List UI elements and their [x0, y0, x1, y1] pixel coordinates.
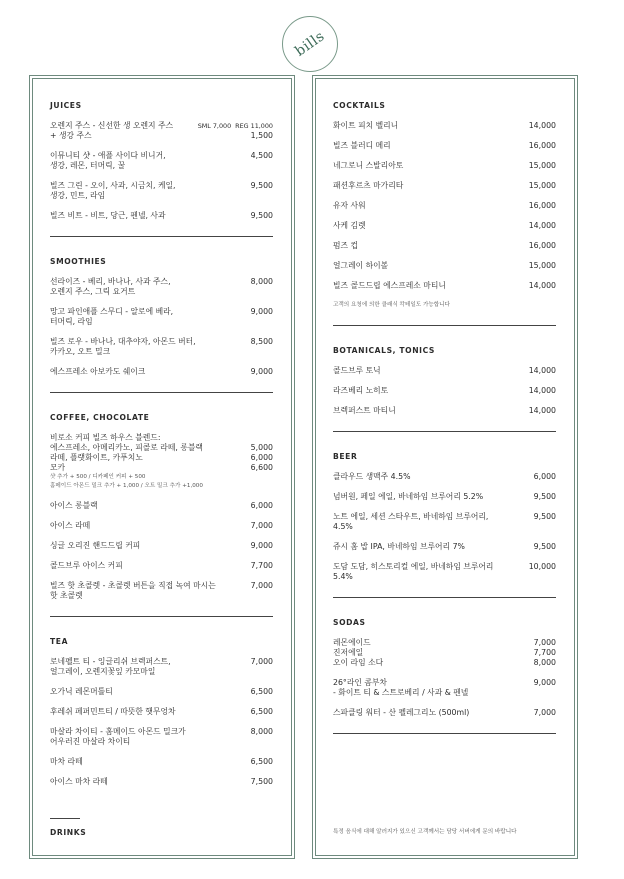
menu-item: 망고 파인애플 스무디 - 알로에 베라, 터머릭, 라임 9,000 [50, 307, 273, 326]
menu-item: 콜드브루 아이스 커피 7,700 [50, 561, 273, 570]
menu-item: 에스프레소, 아메리카노, 피콜로 라떼, 롱블랙 5,000 [50, 443, 273, 452]
menu-item: 유자 사워 16,000 [333, 201, 556, 210]
menu-item: 빌즈 콜드드립 에스프레소 마티니 14,000 [333, 281, 556, 290]
menu-item: 후레쉬 페퍼민트티 / 따뜻한 햇무엉차 6,500 [50, 707, 273, 716]
menu-item: 콜드브루 토닉 14,000 [333, 366, 556, 375]
menu-item: 에스프레소 아보카도 쉐이크 9,000 [50, 367, 273, 376]
cocktails-heading: COCKTAILS [333, 101, 386, 110]
menu-item: 빌즈 비트 - 비트, 당근, 펜넬, 사과 9,500 [50, 211, 273, 220]
menu-item: 얼그레이 하이볼 15,000 [333, 261, 556, 270]
menu-item: 노트 에일, 세션 스타우트, 바네하임 브루어리, 4.5% 9,500 [333, 512, 556, 531]
drinks-label: DRINKS [50, 828, 87, 837]
menu-item: 네그로니 스발리아토 15,000 [333, 161, 556, 170]
divider [333, 597, 556, 598]
menu-item: 이뮤니티 샷 - 애플 사이다 비니거, 생강, 레몬, 터머릭, 꿀 4,500 [50, 151, 273, 170]
beer-heading: BEER [333, 452, 358, 461]
menu-item: 마살라 차이티 - 홈메이드 아몬드 밀크가 어우러진 마살라 차이티 8,000 [50, 727, 273, 746]
smoothies-heading: SMOOTHIES [50, 257, 107, 266]
menu-item: 모카 6,600 [50, 463, 273, 472]
divider [50, 616, 273, 617]
divider [333, 325, 556, 326]
menu-item: 사케 김렛 14,000 [333, 221, 556, 230]
botanicals-heading: BOTANICALS, TONICS [333, 346, 435, 355]
menu-item: 클라우드 생맥주 4.5% 6,000 [333, 472, 556, 481]
divider [50, 236, 273, 237]
menu-item: 오렌지 주스 - 신선한 생 오렌지 주스 SML 7,000 REG 11,000 [50, 121, 273, 130]
menu-item: 아이스 롱블랙 6,000 [50, 501, 273, 510]
menu-item: 26°라인 콤부차 - 화이트 티 & 스트로베리 / 사과 & 펜넬 9,000 [333, 678, 556, 697]
menu-item: 빌즈 핫 초콜렛 - 초콜렛 버튼을 직접 녹여 마시는 핫 초콜렛 7,000 [50, 581, 273, 600]
menu-item: 빌즈 블러디 메리 16,000 [333, 141, 556, 150]
menu-item: 빌즈 로우 - 바나나, 대추야자, 아몬드 버터, 카카오, 오트 밀크 8,500 [50, 337, 273, 356]
menu-item: 비로소 커피 빌즈 하우스 블렌드: [50, 433, 161, 442]
juices-heading: JUICES [50, 101, 82, 110]
menu-item: 펌즈 컵 16,000 [333, 241, 556, 250]
tea-heading: TEA [50, 637, 69, 646]
menu-item: 넘버원, 페일 에일, 바네하임 브루어리 5.2% 9,500 [333, 492, 556, 501]
divider [50, 818, 80, 819]
menu-item: + 생강 주스 1,500 [50, 131, 273, 140]
coffee-heading: COFFEE, CHOCOLATE [50, 413, 150, 422]
menu-item: 레몬에이드 7,000 [333, 638, 556, 647]
menu-item: 스파클링 워터 - 산 펠레그리노 (500ml) 7,000 [333, 708, 556, 717]
left-menu-panel [32, 78, 292, 856]
menu-item: 아이스 마차 라떼 7,500 [50, 777, 273, 786]
allergy-note: 특정 음식에 대해 알러지가 있으신 고객께서는 담당 서버에게 문의 바랍니다 [333, 829, 517, 835]
menu-item: 오이 라임 소다 8,000 [333, 658, 556, 667]
menu-item: 라떼, 플랫화이트, 카푸치노 6,000 [50, 453, 273, 462]
menu-item: 아이스 라떼 7,000 [50, 521, 273, 530]
menu-item: 진저에일 7,700 [333, 648, 556, 657]
coffee-note: 홈메이드 아몬드 밀크 추가 + 1,000 / 오트 밀크 추가 +1,000 [50, 483, 203, 489]
menu-item: 빌즈 그린 - 오이, 사과, 시금치, 케일, 생강, 민트, 라임 9,500 [50, 181, 273, 200]
menu-item: 패션후르츠 마가리타 15,000 [333, 181, 556, 190]
divider [333, 733, 556, 734]
menu-item: 라즈베리 노히토 14,000 [333, 386, 556, 395]
divider [333, 431, 556, 432]
menu-item: 싱글 오리진 핸드드립 커피 9,000 [50, 541, 273, 550]
divider [50, 392, 273, 393]
coffee-note: 샷 추가 + 500 / 디카페인 커피 + 500 [50, 474, 146, 480]
menu-item: 로네펠트 티 - 잉글리쉬 브렉퍼스트, 얼그레이, 오렌지꽃잎 카모마일 7,000 [50, 657, 273, 676]
menu-item: 마차 라떼 6,500 [50, 757, 273, 766]
menu-item: 도담 도담, 히스토리컬 에일, 바네하임 브루어리 5.4% 10,000 [333, 562, 556, 581]
menu-item: 화이트 피치 벨리니 14,000 [333, 121, 556, 130]
menu-item: 브렉퍼스트 마티니 14,000 [333, 406, 556, 415]
menu-item: 선라이즈 - 베리, 바나나, 사과 주스, 오렌지 주스, 그릭 요거트 8,000 [50, 277, 273, 296]
right-menu-panel [315, 78, 575, 856]
menu-item: 쥬시 홈 밥 IPA, 바네하임 브루어리 7% 9,500 [333, 542, 556, 551]
cocktails-note: 고객의 요청에 의한 클래식 칵테일도 가능합니다 [333, 302, 450, 308]
sodas-heading: SODAS [333, 618, 366, 627]
menu-item: 오가닉 레몬머틀티 6,500 [50, 687, 273, 696]
bills-logo: bills [282, 16, 338, 72]
